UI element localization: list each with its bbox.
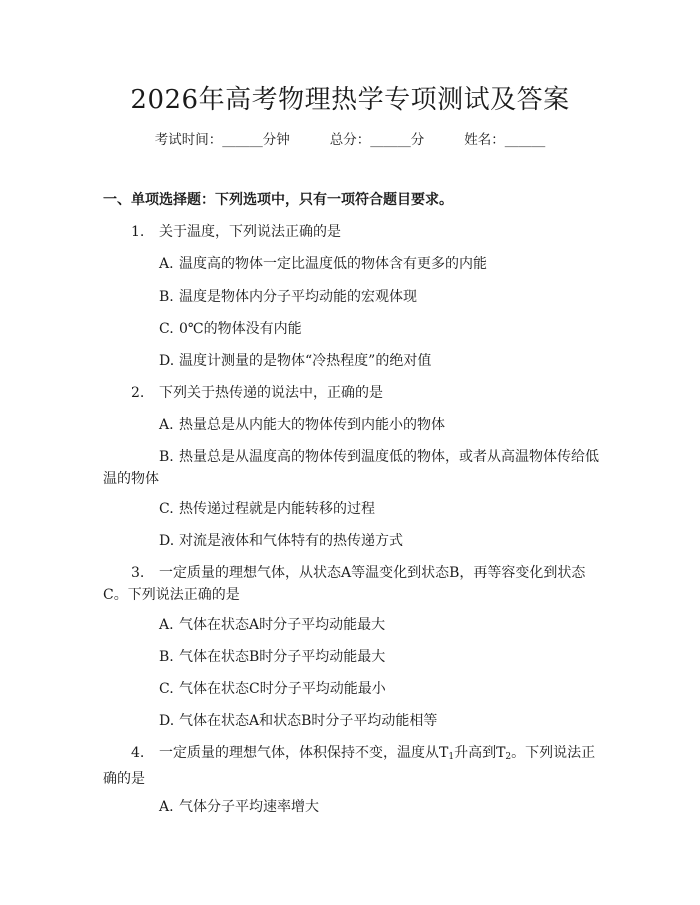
question-number: 2. [131, 385, 145, 401]
question-3 [103, 562, 603, 606]
option-text: 0℃的物体没有内能 [179, 321, 302, 337]
option-text: 气体在状态A和状态B时分子平均动能相等 [179, 713, 438, 729]
option-text: 温度是物体内分子平均动能的宏观体现 [179, 289, 417, 305]
question-3-option-a [103, 614, 603, 636]
student-name-field: 姓名：______ [464, 132, 546, 148]
question-1 [103, 221, 603, 243]
question-1-option-d [103, 350, 603, 372]
question-stem-part-2: 升高到T [454, 745, 506, 761]
question-2-option-b [103, 446, 603, 490]
option-text: 气体在状态B时分子平均动能最大 [179, 649, 386, 665]
option-text: 热量总是从内能大的物体传到内能小的物体 [179, 417, 445, 433]
question-2-option-c [103, 498, 603, 520]
option-letter: B. [159, 449, 174, 465]
question-4-option-a [103, 796, 603, 818]
option-letter: D. [159, 533, 175, 549]
option-text: 气体分子平均速率增大 [179, 799, 319, 815]
option-text: 热量总是从温度高的物体传到温度低的物体，或者从高温物体传给低温的物体 [103, 449, 599, 487]
option-letter: A. [159, 617, 174, 633]
option-text: 温度计测量的是物体“冷热程度”的绝对值 [179, 353, 432, 369]
option-letter: C. [159, 321, 174, 337]
option-letter: B. [159, 289, 174, 305]
question-stem-part-1: 一定质量的理想气体，体积保持不变，温度从T [159, 745, 449, 761]
option-text: 气体在状态A时分子平均动能最大 [179, 617, 386, 633]
option-text: 温度高的物体一定比温度低的物体含有更多的内能 [179, 256, 487, 272]
question-stem: 关于温度，下列说法正确的是 [159, 224, 341, 240]
document-title: 2026年高考物理热学专项测试及答案 [130, 85, 570, 115]
option-text: 对流是液体和气体特有的热传递方式 [179, 533, 403, 549]
subscript-2: 2 [505, 752, 512, 762]
total-score-field: 总分：______分 [329, 132, 425, 148]
question-2-option-a [103, 414, 603, 436]
question-number: 4. [131, 745, 145, 761]
section-heading: 一、单项选择题：下列选项中，只有一项符合题目要求。 [103, 192, 453, 208]
question-3-option-b [103, 646, 603, 668]
question-2-option-d [103, 530, 603, 552]
question-stem: 一定质量的理想气体，从状态A等温变化到状态B，再等容变化到状态C。下列说法正确的是 [103, 565, 586, 603]
question-1-option-b [103, 286, 603, 308]
option-text: 气体在状态C时分子平均动能最小 [179, 681, 386, 697]
option-letter: A. [159, 256, 174, 272]
question-number: 1. [131, 224, 145, 240]
question-3-option-c [103, 678, 603, 700]
question-1-option-a [103, 253, 603, 275]
option-letter: C. [159, 681, 174, 697]
question-number: 3. [131, 565, 145, 581]
exam-meta-line [0, 129, 700, 151]
question-1-option-c [103, 318, 603, 340]
exam-time-field: 考试时间：______分钟 [154, 132, 290, 148]
question-stem: 下列关于热传递的说法中，正确的是 [159, 385, 383, 401]
question-3-option-d [103, 710, 603, 732]
question-stem-part-3: 。下列说法正确的是 [103, 745, 596, 787]
option-letter: D. [159, 353, 175, 369]
question-4 [103, 742, 603, 790]
option-letter: D. [159, 713, 175, 729]
subscript-1: 1 [448, 752, 455, 762]
option-letter: A. [159, 799, 174, 815]
option-letter: C. [159, 501, 174, 517]
option-text: 热传递过程就是内能转移的过程 [179, 501, 375, 517]
option-letter: A. [159, 417, 174, 433]
question-2 [103, 382, 603, 404]
option-letter: B. [159, 649, 174, 665]
